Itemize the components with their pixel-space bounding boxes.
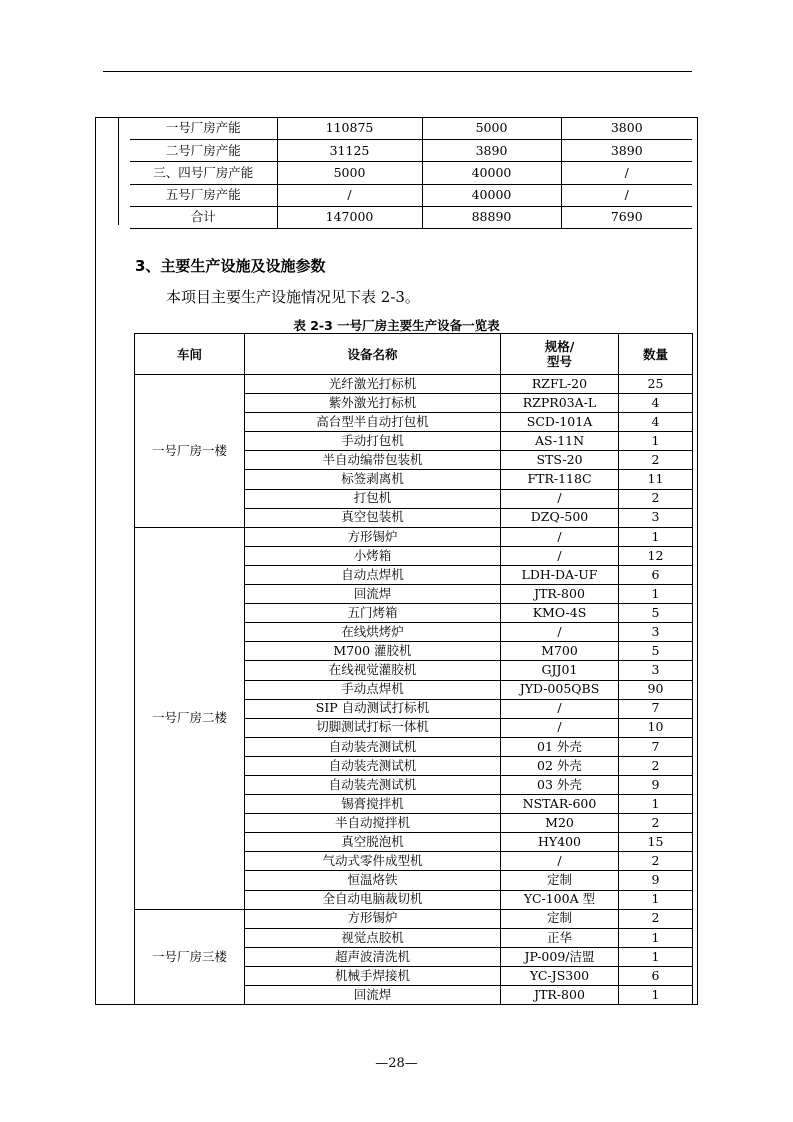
table-cell: 3890: [422, 140, 561, 162]
quantity-cell: 2: [619, 451, 693, 470]
row-label: 五号厂房产能: [130, 184, 277, 206]
spec-cell: M20: [501, 814, 619, 833]
quantity-cell: 6: [619, 966, 693, 985]
spec-cell: JP-009/洁盟: [501, 947, 619, 966]
table-cell: /: [277, 184, 422, 206]
table-row: [130, 162, 692, 184]
spec-cell: AS-11N: [501, 432, 619, 451]
table-cell: 31125: [277, 140, 422, 162]
quantity-cell: 9: [619, 871, 693, 890]
equipment-name-cell: M700 灌胶机: [245, 642, 501, 661]
quantity-cell: 2: [619, 909, 693, 928]
equipment-name-cell: 在线视觉灌胶机: [245, 661, 501, 680]
quantity-cell: 4: [619, 394, 693, 413]
table-row: [135, 909, 693, 928]
equipment-name-cell: 打包机: [245, 489, 501, 508]
row-label: 三、四号厂房产能: [130, 162, 277, 184]
quantity-cell: 1: [619, 947, 693, 966]
table-cell: /: [561, 162, 692, 184]
spec-cell: M700: [501, 642, 619, 661]
quantity-cell: 90: [619, 680, 693, 699]
quantity-cell: 1: [619, 527, 693, 546]
capacity-table: [130, 117, 692, 229]
spec-cell: 03 外壳: [501, 775, 619, 794]
spec-cell: STS-20: [501, 451, 619, 470]
spec-cell: JYD-005QBS: [501, 680, 619, 699]
table-cell: 3800: [561, 118, 692, 140]
spec-cell: JTR-800: [501, 986, 619, 1005]
spec-cell: RZFL-20: [501, 375, 619, 394]
quantity-cell: 1: [619, 986, 693, 1005]
equipment-name-cell: 手动打包机: [245, 432, 501, 451]
spec-cell: 正华: [501, 928, 619, 947]
equipment-name-cell: 自动点焊机: [245, 565, 501, 584]
quantity-cell: 7: [619, 737, 693, 756]
quantity-cell: 7: [619, 699, 693, 718]
workshop-cell: 一号厂房一楼: [135, 375, 245, 528]
quantity-cell: 1: [619, 890, 693, 909]
equipment-name-cell: 切脚测试打标一体机: [245, 718, 501, 737]
spec-cell: /: [501, 546, 619, 565]
table-row: [130, 206, 692, 228]
spec-cell: YC-JS300: [501, 966, 619, 985]
spec-cell: KMO-4S: [501, 604, 619, 623]
quantity-cell: 12: [619, 546, 693, 565]
spec-cell: /: [501, 623, 619, 642]
quantity-cell: 3: [619, 623, 693, 642]
table-row: [130, 140, 692, 162]
row-label: 二号厂房产能: [130, 140, 277, 162]
equipment-name-cell: 手动点焊机: [245, 680, 501, 699]
equipment-name-cell: 回流焊: [245, 986, 501, 1005]
quantity-cell: 15: [619, 833, 693, 852]
table-row: [135, 375, 693, 394]
section-paragraph: 本项目主要生产设施情况见下表 2-3。: [166, 288, 420, 306]
spec-cell: RZPR03A-L: [501, 394, 619, 413]
spec-cell: FTR-118C: [501, 470, 619, 489]
row-label: 合计: [130, 206, 277, 228]
equipment-name-cell: 气动式零件成型机: [245, 852, 501, 871]
header-equipment-name: 设备名称: [245, 334, 501, 375]
table-header-row: [135, 334, 693, 375]
equipment-name-cell: 真空脱泡机: [245, 833, 501, 852]
workshop-cell: 一号厂房二楼: [135, 527, 245, 909]
table-cell: 5000: [277, 162, 422, 184]
table-cell: 40000: [422, 162, 561, 184]
table-row: [130, 118, 692, 140]
page-number: —28—: [375, 1056, 418, 1071]
equipment-name-cell: 全自动电脑裁切机: [245, 890, 501, 909]
quantity-cell: 3: [619, 661, 693, 680]
equipment-name-cell: 自动装壳测试机: [245, 737, 501, 756]
equipment-name-cell: 锡膏搅拌机: [245, 795, 501, 814]
quantity-cell: 4: [619, 413, 693, 432]
quantity-cell: 1: [619, 795, 693, 814]
spec-cell: /: [501, 852, 619, 871]
equipment-name-cell: 恒温烙铁: [245, 871, 501, 890]
table-row: [130, 184, 692, 206]
equipment-name-cell: 视觉点胶机: [245, 928, 501, 947]
equipment-name-cell: 半自动搅拌机: [245, 814, 501, 833]
spec-cell: 定制: [501, 909, 619, 928]
header-spec: 规格/ 型号: [501, 334, 619, 375]
spec-cell: /: [501, 699, 619, 718]
equipment-name-cell: 小烤箱: [245, 546, 501, 565]
equipment-name-cell: 自动装壳测试机: [245, 756, 501, 775]
equipment-name-cell: 五门烤箱: [245, 604, 501, 623]
spec-cell: /: [501, 718, 619, 737]
quantity-cell: 2: [619, 814, 693, 833]
spec-cell: LDH-DA-UF: [501, 565, 619, 584]
table-caption: 表 2-3 一号厂房主要生产设备一览表: [293, 318, 500, 333]
table-cell: 110875: [277, 118, 422, 140]
spec-cell: DZQ-500: [501, 508, 619, 527]
table-cell: 7690: [561, 206, 692, 228]
equipment-name-cell: 高台型半自动打包机: [245, 413, 501, 432]
header-quantity: 数量: [619, 334, 693, 375]
spec-cell: SCD-101A: [501, 413, 619, 432]
equipment-name-cell: 光纤激光打标机: [245, 375, 501, 394]
table-cell: 147000: [277, 206, 422, 228]
quantity-cell: 6: [619, 565, 693, 584]
equipment-name-cell: 标签剥离机: [245, 470, 501, 489]
frame-divider: [118, 117, 119, 225]
spec-cell: 02 外壳: [501, 756, 619, 775]
header-rule: [103, 71, 692, 72]
quantity-cell: 2: [619, 489, 693, 508]
row-label: 一号厂房产能: [130, 118, 277, 140]
equipment-table: [134, 333, 693, 1005]
equipment-name-cell: 真空包装机: [245, 508, 501, 527]
equipment-name-cell: 半自动编带包装机: [245, 451, 501, 470]
spec-cell: 定制: [501, 871, 619, 890]
quantity-cell: 1: [619, 585, 693, 604]
table-cell: 3890: [561, 140, 692, 162]
quantity-cell: 11: [619, 470, 693, 489]
table-row: [135, 527, 693, 546]
quantity-cell: 25: [619, 375, 693, 394]
equipment-name-cell: 自动装壳测试机: [245, 775, 501, 794]
equipment-name-cell: 超声波清洗机: [245, 947, 501, 966]
workshop-cell: 一号厂房三楼: [135, 909, 245, 1004]
quantity-cell: 2: [619, 756, 693, 775]
quantity-cell: 5: [619, 604, 693, 623]
spec-cell: YC-100A 型: [501, 890, 619, 909]
spec-cell: /: [501, 489, 619, 508]
equipment-name-cell: 机械手焊接机: [245, 966, 501, 985]
header-workshop: 车间: [135, 334, 245, 375]
table-cell: 5000: [422, 118, 561, 140]
spec-cell: JTR-800: [501, 585, 619, 604]
quantity-cell: 2: [619, 852, 693, 871]
quantity-cell: 1: [619, 432, 693, 451]
quantity-cell: 3: [619, 508, 693, 527]
quantity-cell: 9: [619, 775, 693, 794]
equipment-name-cell: 方形锡炉: [245, 909, 501, 928]
spec-cell: HY400: [501, 833, 619, 852]
spec-cell: NSTAR-600: [501, 795, 619, 814]
spec-cell: 01 外壳: [501, 737, 619, 756]
equipment-name-cell: SIP 自动测试打标机: [245, 699, 501, 718]
quantity-cell: 10: [619, 718, 693, 737]
table-cell: /: [561, 184, 692, 206]
spec-cell: GJJ01: [501, 661, 619, 680]
equipment-name-cell: 回流焊: [245, 585, 501, 604]
equipment-name-cell: 在线烘烤炉: [245, 623, 501, 642]
table-cell: 40000: [422, 184, 561, 206]
spec-cell: /: [501, 527, 619, 546]
equipment-name-cell: 紫外激光打标机: [245, 394, 501, 413]
quantity-cell: 5: [619, 642, 693, 661]
table-cell: 88890: [422, 206, 561, 228]
equipment-name-cell: 方形锡炉: [245, 527, 501, 546]
quantity-cell: 1: [619, 928, 693, 947]
section-heading: 3、主要生产设施及设施参数: [135, 257, 326, 275]
